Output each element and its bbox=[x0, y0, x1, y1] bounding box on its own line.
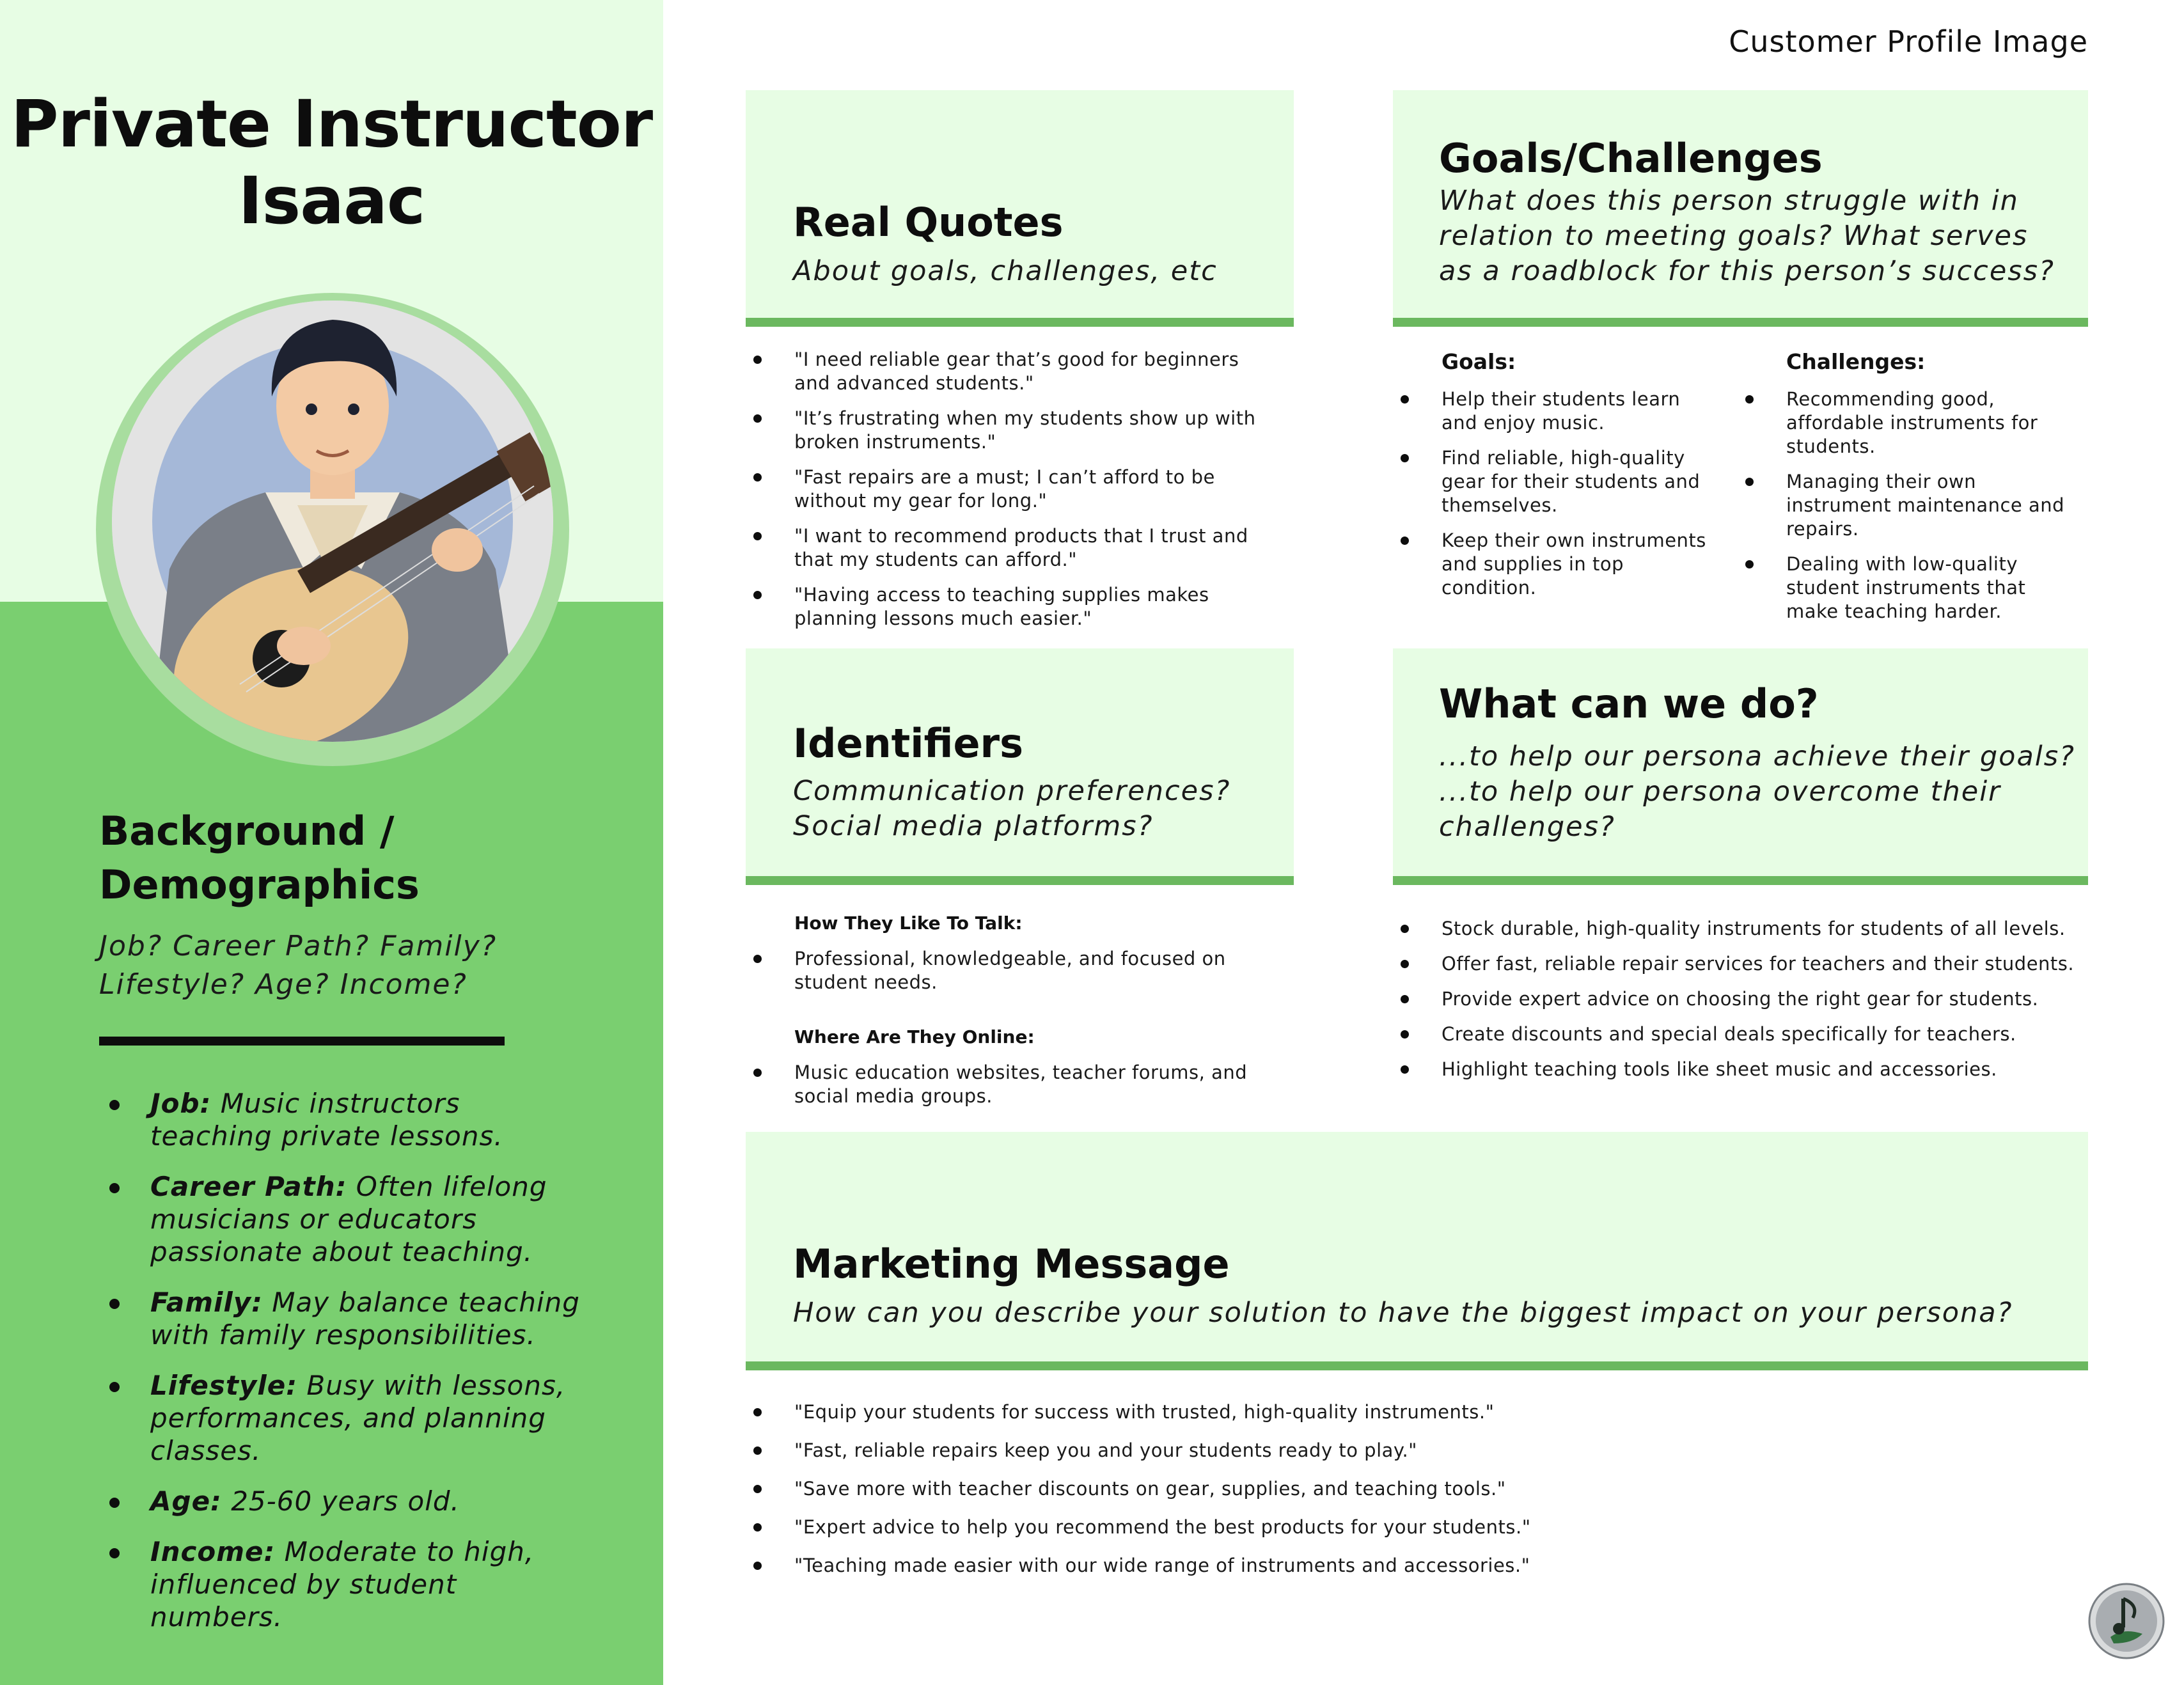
list-item bbox=[746, 348, 1277, 395]
item-text: Dealing with low-quality student instruments that make teaching harder. bbox=[1786, 553, 2026, 622]
list-item bbox=[99, 1535, 585, 1633]
bullet-icon bbox=[1401, 537, 1409, 545]
bullet-icon bbox=[1401, 960, 1409, 968]
marketing-list bbox=[746, 1400, 2025, 1592]
item-text: Keep their own instruments and supplies in top condition. bbox=[1442, 529, 1706, 599]
item-label: Family: bbox=[150, 1287, 263, 1318]
document-header-label: Customer Profile Image bbox=[1729, 24, 2088, 59]
bullet-icon bbox=[1401, 925, 1409, 933]
goals-subtitle bbox=[1439, 184, 2078, 289]
background-heading-line1: Background / bbox=[99, 808, 395, 854]
item-text: Highlight teaching tools like sheet music and accessories. bbox=[1442, 1058, 1997, 1080]
list-item bbox=[1393, 1023, 2096, 1046]
whatcan-subtitle-line: challenges? bbox=[1439, 811, 1615, 843]
persona-title-line1: Private Instructor bbox=[10, 86, 653, 162]
background-subtitle: Job? Career Path? Family? Lifestyle? Age? Income? bbox=[99, 930, 498, 1001]
quotes-list bbox=[746, 348, 1277, 642]
talk-label: How They Like To Talk: bbox=[794, 913, 1023, 934]
item-text: "Expert advice to help you recommend the best products for your students." bbox=[794, 1516, 1531, 1538]
bullet-icon bbox=[1745, 560, 1754, 568]
persona-title-line2: Isaac bbox=[238, 163, 425, 239]
goals-label: Goals: bbox=[1442, 349, 1516, 374]
item-text: "Fast, reliable repairs keep you and your students ready to play." bbox=[794, 1439, 1417, 1461]
list-item bbox=[746, 1061, 1277, 1108]
identifiers-subtitle bbox=[793, 774, 1230, 844]
background-list bbox=[99, 1087, 585, 1651]
avatar bbox=[112, 301, 553, 742]
item-text: Busy with lessons, performances, and planning classes. bbox=[150, 1370, 566, 1466]
quotes-subtitle: About goals, challenges, etc bbox=[793, 255, 1218, 287]
quotes-bar bbox=[746, 318, 1294, 327]
list-item bbox=[1393, 529, 1713, 600]
bullet-icon bbox=[753, 1562, 762, 1570]
item-text: Recommending good, affordable instruments for students. bbox=[1786, 388, 2038, 457]
item-text: Find reliable, high-quality gear for their students and themselves. bbox=[1442, 447, 1701, 516]
list-item bbox=[746, 1400, 2025, 1424]
list-item bbox=[1393, 446, 1713, 517]
list-item bbox=[746, 524, 1277, 572]
list-item bbox=[99, 1170, 585, 1268]
identifiers-bar bbox=[746, 876, 1294, 885]
item-label: Career Path: bbox=[150, 1171, 347, 1202]
list-item bbox=[746, 407, 1277, 454]
list-item bbox=[746, 1477, 2025, 1501]
goals-list bbox=[1393, 388, 1713, 611]
item-text: "I need reliable gear that’s good for beginners and advanced students." bbox=[794, 349, 1239, 394]
talk-list bbox=[746, 947, 1277, 1006]
item-text: "Having access to teaching supplies makes planning lessons much easier." bbox=[794, 584, 1209, 629]
whatcan-subtitle-line: ...to help our persona achieve their goals? bbox=[1439, 741, 2075, 772]
list-item bbox=[99, 1485, 585, 1517]
whatcan-bar bbox=[1393, 876, 2088, 885]
bullet-icon bbox=[753, 1446, 762, 1455]
quotes-card bbox=[746, 90, 1294, 327]
item-text: "I want to recommend products that I trust and that my students can afford." bbox=[794, 525, 1248, 570]
bullet-icon bbox=[109, 1548, 120, 1558]
item-text: "Save more with teacher discounts on gear, supplies, and teaching tools." bbox=[794, 1478, 1506, 1500]
list-item bbox=[1393, 388, 1713, 435]
list-item bbox=[99, 1369, 585, 1467]
whatcan-card bbox=[1393, 648, 2088, 885]
bullet-icon bbox=[1401, 1030, 1409, 1038]
bullet-icon bbox=[753, 1069, 762, 1077]
challenges-list bbox=[1738, 388, 2083, 635]
list-item bbox=[746, 1516, 2025, 1539]
item-text: "Fast repairs are a must; I can’t afford to be without my gear for long." bbox=[794, 466, 1215, 512]
background-heading-line2: Demographics bbox=[99, 861, 420, 908]
item-text: Stock durable, high-quality instruments for students of all levels. bbox=[1442, 918, 2066, 939]
bullet-icon bbox=[109, 1498, 120, 1508]
challenges-label: Challenges: bbox=[1786, 349, 1926, 374]
list-item bbox=[1738, 388, 2083, 458]
online-label: Where Are They Online: bbox=[794, 1026, 1035, 1047]
bullet-icon bbox=[1401, 395, 1409, 404]
bullet-icon bbox=[753, 591, 762, 599]
bullet-icon bbox=[109, 1382, 120, 1392]
list-item bbox=[99, 1087, 585, 1152]
bullet-icon bbox=[753, 955, 762, 963]
marketing-title: Marketing Message bbox=[793, 1241, 1230, 1287]
goals-card bbox=[1393, 90, 2088, 327]
bullet-icon bbox=[109, 1299, 120, 1309]
bullet-icon bbox=[109, 1183, 120, 1193]
list-item bbox=[1393, 1058, 2096, 1081]
bullet-icon bbox=[1401, 1065, 1409, 1074]
item-text: May balance teaching with family responsibilities. bbox=[150, 1287, 580, 1351]
quotes-title: Real Quotes bbox=[793, 199, 1064, 246]
list-item bbox=[1738, 553, 2083, 623]
bullet-icon bbox=[1745, 478, 1754, 486]
identifiers-subtitle-line: Communication preferences? bbox=[793, 775, 1231, 807]
bullet-icon bbox=[753, 356, 762, 364]
item-text: "Teaching made easier with our wide range of instruments and accessories." bbox=[794, 1555, 1530, 1576]
list-item bbox=[99, 1286, 585, 1351]
background-heading bbox=[99, 804, 420, 912]
persona-panel bbox=[0, 0, 663, 1685]
item-text: Often lifelong musicians or educators passionate about teaching. bbox=[150, 1171, 547, 1267]
list-item bbox=[746, 466, 1277, 513]
whatcan-list bbox=[1393, 917, 2096, 1093]
list-item bbox=[1393, 952, 2096, 976]
item-text: Professional, knowledgeable, and focused on student needs. bbox=[794, 948, 1226, 993]
item-text: Offer fast, reliable repair services for teachers and their students. bbox=[1442, 953, 2075, 975]
bullet-icon bbox=[1401, 454, 1409, 462]
identifiers-title: Identifiers bbox=[793, 720, 1024, 767]
music-note-logo-icon bbox=[2088, 1583, 2165, 1659]
bullet-icon bbox=[109, 1100, 120, 1110]
item-text: Help their students learn and enjoy music. bbox=[1442, 388, 1681, 434]
item-label: Job: bbox=[150, 1088, 212, 1119]
item-label: Income: bbox=[150, 1536, 276, 1567]
item-label: Age: bbox=[150, 1485, 222, 1517]
identifiers-card bbox=[746, 648, 1294, 885]
whatcan-subtitle-line: ...to help our persona overcome their bbox=[1439, 776, 2001, 808]
bullet-icon bbox=[1745, 395, 1754, 404]
bullet-icon bbox=[753, 1523, 762, 1532]
item-text: Music education websites, teacher forums, and social media groups. bbox=[794, 1062, 1248, 1107]
whatcan-title: What can we do? bbox=[1439, 680, 1819, 727]
persona-title bbox=[0, 86, 663, 240]
item-text: Create discounts and special deals specifically for teachers. bbox=[1442, 1023, 2016, 1045]
goals-title: Goals/Challenges bbox=[1439, 135, 1823, 182]
whatcan-subtitle bbox=[1439, 739, 2085, 845]
goals-subtitle-line: What does this person struggle with in bbox=[1439, 185, 2019, 217]
marketing-card bbox=[746, 1132, 2088, 1370]
item-text: Moderate to high, influenced by student numbers. bbox=[150, 1536, 535, 1633]
list-item bbox=[1393, 987, 2096, 1011]
bullet-icon bbox=[1401, 995, 1409, 1003]
list-item bbox=[746, 583, 1277, 631]
bullet-icon bbox=[753, 1408, 762, 1416]
bullet-icon bbox=[753, 473, 762, 482]
goals-bar bbox=[1393, 318, 2088, 327]
list-item bbox=[1393, 917, 2096, 941]
item-text: Managing their own instrument maintenance and repairs. bbox=[1786, 471, 2065, 540]
identifiers-subtitle-line: Social media platforms? bbox=[793, 810, 1154, 842]
item-text: "Equip your students for success with trusted, high-quality instruments." bbox=[794, 1401, 1495, 1423]
list-item bbox=[746, 1439, 2025, 1462]
list-item bbox=[746, 947, 1277, 994]
background-divider bbox=[99, 1037, 505, 1046]
bullet-icon bbox=[753, 532, 762, 540]
item-text: "It’s frustrating when my students show up with broken instruments." bbox=[794, 407, 1256, 453]
item-text: Music instructors teaching private lessons. bbox=[150, 1088, 503, 1152]
goals-subtitle-line: relation to meeting goals? What serves bbox=[1439, 220, 2029, 252]
list-item bbox=[1738, 470, 2083, 541]
bullet-icon bbox=[753, 1485, 762, 1493]
marketing-subtitle: How can you describe your solution to have the biggest impact on your persona? bbox=[793, 1297, 2013, 1329]
bullet-icon bbox=[753, 414, 762, 423]
list-item bbox=[746, 1554, 2025, 1578]
online-list bbox=[746, 1061, 1277, 1120]
goals-subtitle-line: as a roadblock for this person’s success? bbox=[1439, 255, 2055, 287]
marketing-bar bbox=[746, 1361, 2088, 1370]
item-text: Provide expert advice on choosing the right gear for students. bbox=[1442, 988, 2039, 1010]
item-text: 25-60 years old. bbox=[221, 1485, 460, 1517]
item-label: Lifestyle: bbox=[150, 1370, 298, 1401]
